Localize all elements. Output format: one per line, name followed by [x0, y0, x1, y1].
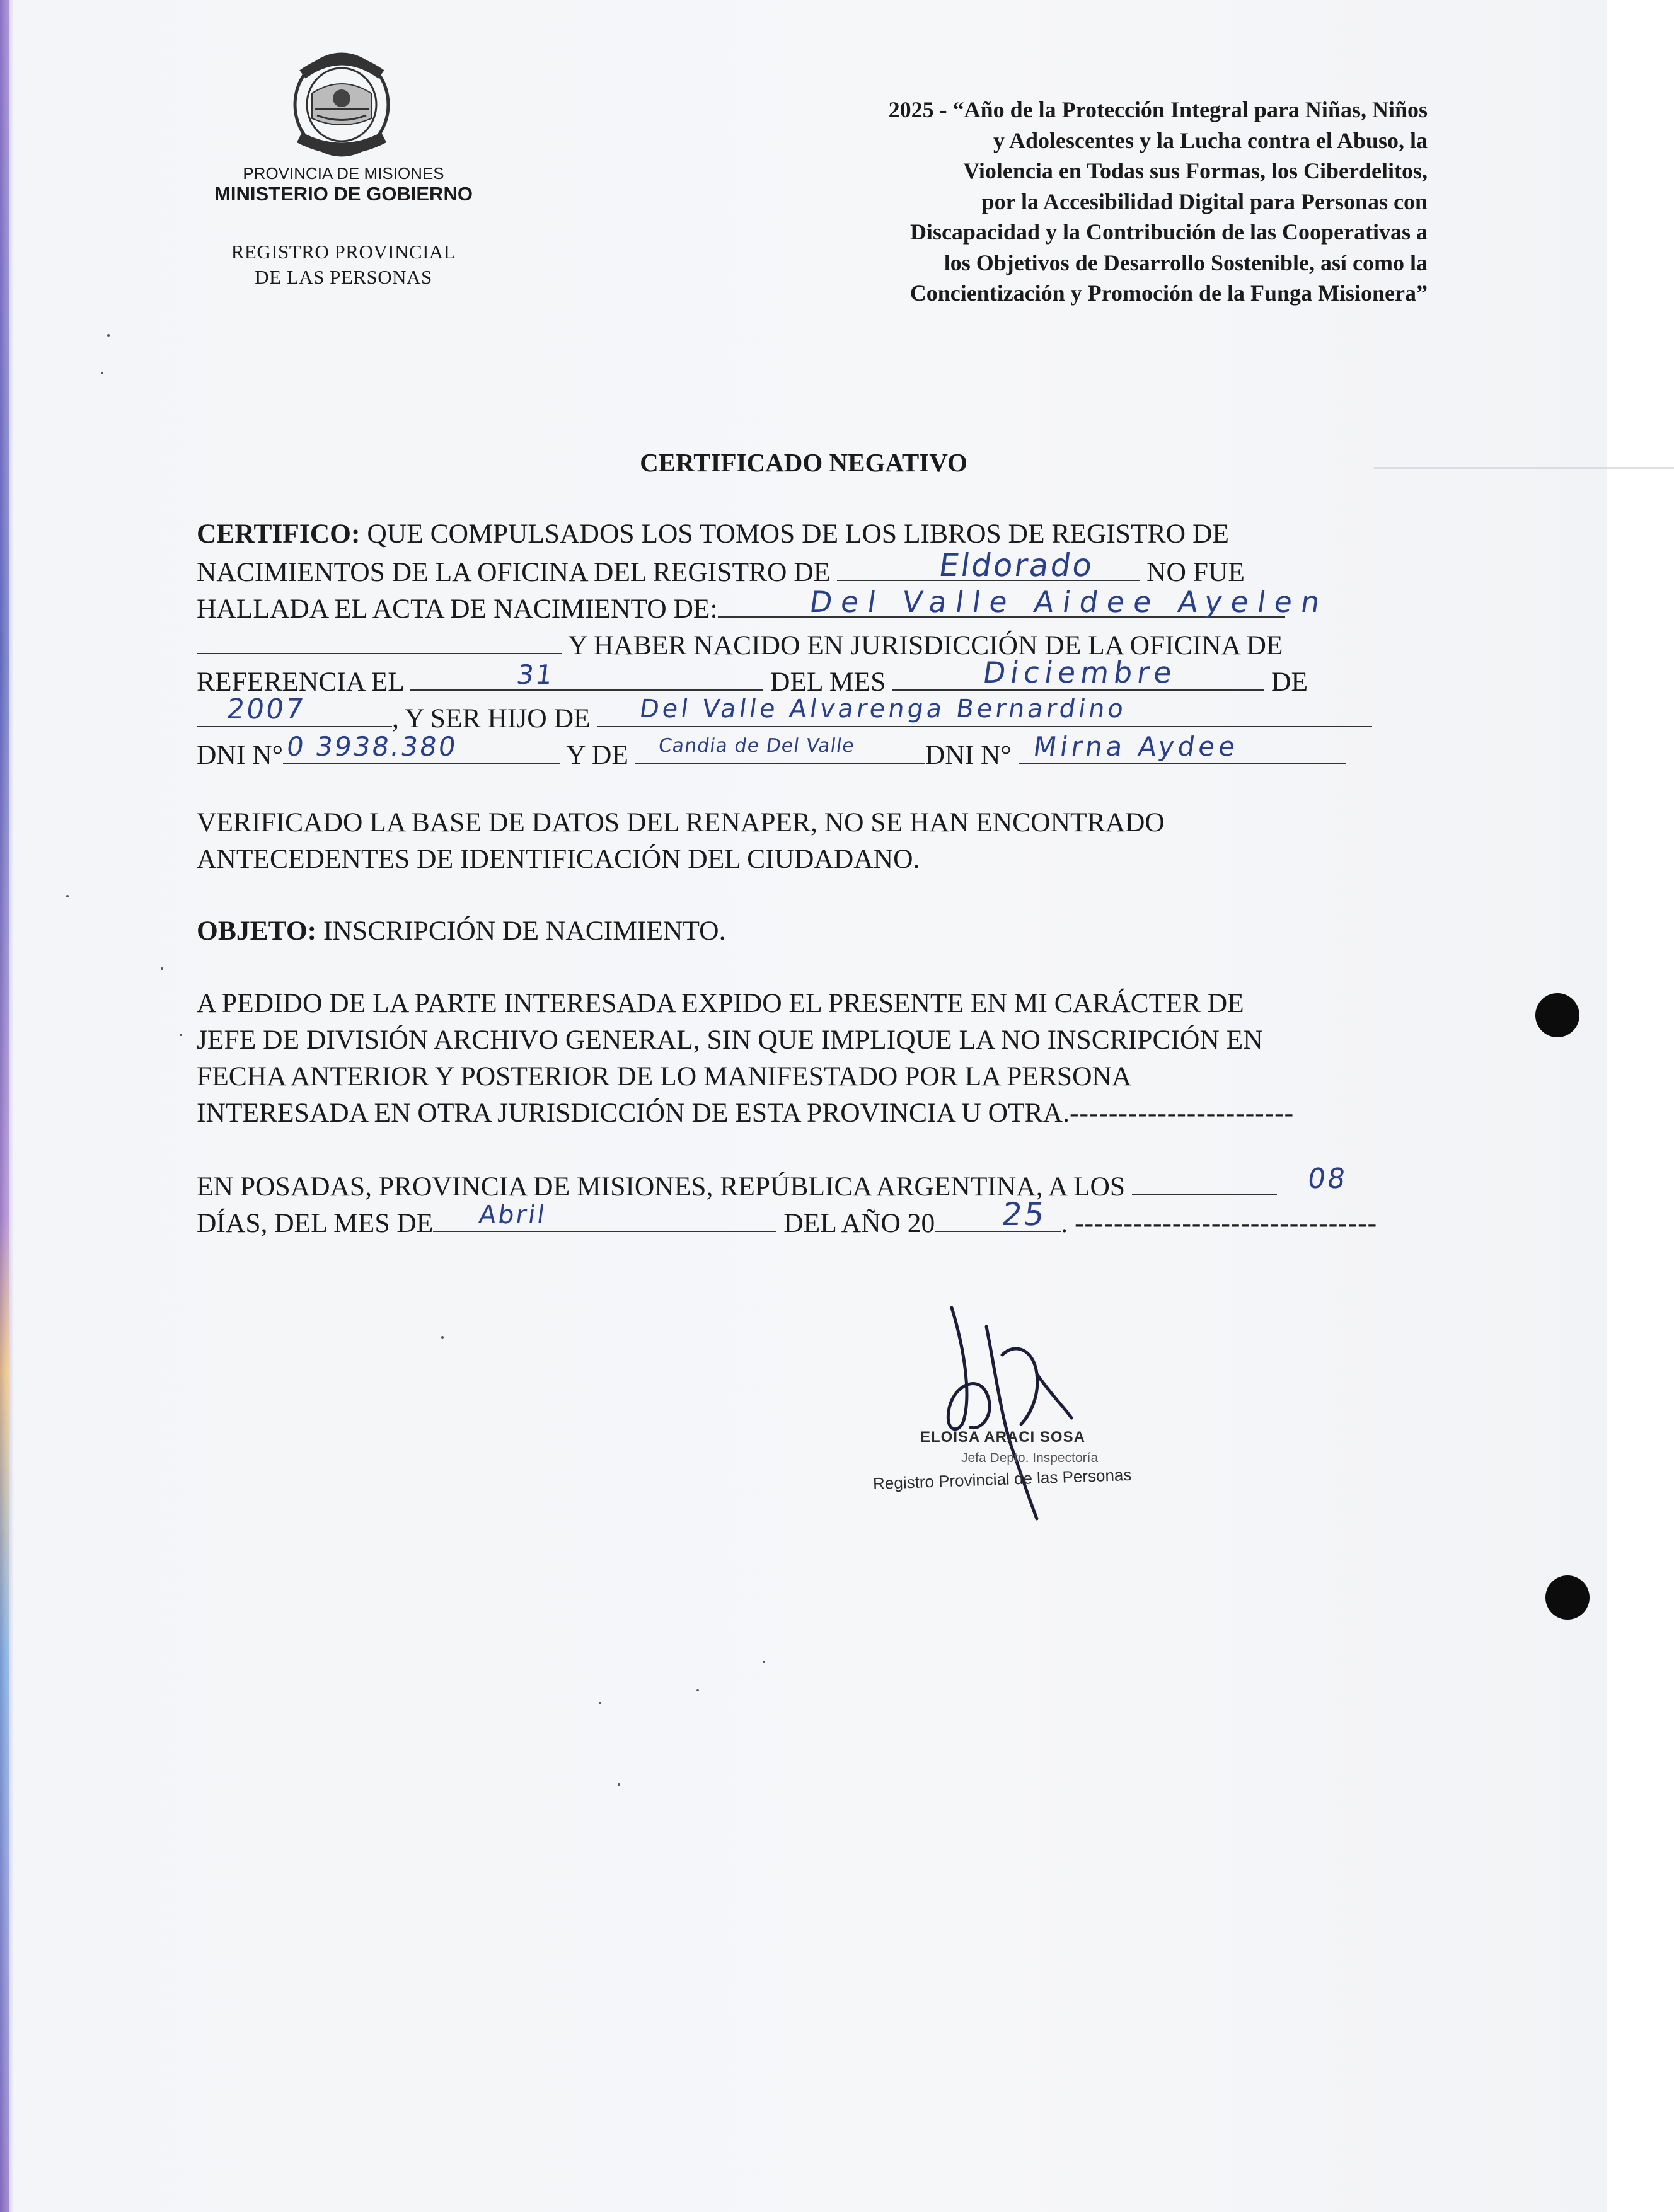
objeto-text: INSCRIPCIÓN DE NACIMIENTO.: [323, 916, 726, 946]
body-text: NO FUE: [1146, 557, 1245, 587]
body-text: .: [1061, 1208, 1068, 1238]
registry-label-2: DE LAS PERSONAS: [255, 266, 432, 288]
motto-line: Discapacidad y la Contribución de las Cooperativas a: [909, 219, 1428, 245]
motto-line: Violencia en Todas sus Formas, los Ciberdelitos,: [963, 158, 1428, 183]
pedido-line-4: [197, 1095, 1294, 1131]
pedido-line-1: A PEDIDO DE LA PARTE INTERESADA EXPIDO EL PRESENTE EN MI CARÁCTER DE: [197, 988, 1244, 1018]
dash-filler: -------------------------------: [1075, 1208, 1378, 1238]
stamp-office: Registro Provincial de las Personas: [872, 1465, 1132, 1494]
hw-anio-emision: 25: [999, 1196, 1049, 1233]
closing-line-1: [197, 1166, 1277, 1205]
registry-label-1: REGISTRO PROVINCIAL: [231, 241, 456, 263]
body-text: INTERESADA EN OTRA JURISDICCIÓN DE ESTA PROVINCIA U OTRA.: [197, 1098, 1070, 1128]
motto-line: por la Accesibilidad Digital para Personas con: [981, 188, 1428, 214]
scan-edge: [0, 0, 9, 2212]
hw-padre: Del Valle Alvarenga Bernardino: [637, 694, 1129, 723]
hw-padre-dni: 0 3938.380: [284, 731, 459, 762]
objeto-line: [197, 913, 725, 949]
body-text: Y HABER NACIDO EN JURISDICCIÓN DE LA OFICINA DE: [568, 630, 1283, 660]
province-label: PROVINCIA DE MISIONES: [243, 164, 444, 183]
hw-anio: 2007: [224, 693, 308, 725]
motto-block: [646, 95, 1428, 309]
motto-line: y Adolescentes y la Lucha contra el Abuso, la: [993, 127, 1428, 153]
body-text: DNI N°: [925, 740, 1012, 770]
dia-emision-field: [1132, 1166, 1277, 1195]
ministry-label: MINISTERIO DE GOBIERNO: [214, 183, 473, 205]
body-text: QUE COMPULSADOS LOS TOMOS DE LOS LIBROS DE REGISTRO DE: [367, 519, 1229, 549]
hw-dia: 31: [514, 659, 557, 690]
motto-line: 2025 - “Año de la Protección Integral para Niñas, Niños: [888, 97, 1428, 122]
pedido-line-2: JEFE DE DIVISIÓN ARCHIVO GENERAL, SIN QUE IMPLIQUE LA NO INSCRIPCIÓN EN: [197, 1025, 1263, 1055]
hw-nombre: Del Valle Aidee Ayelen: [807, 585, 1331, 619]
punch-hole: [1535, 993, 1579, 1037]
provincial-seal-icon: [287, 49, 397, 159]
body-text: HALLADA EL ACTA DE NACIMIENTO DE:: [197, 594, 718, 624]
body-text: DNI N°: [197, 740, 283, 770]
renaper-line-2: ANTECEDENTES DE IDENTIFICACIÓN DEL CIUDADANO.: [197, 844, 920, 874]
body-text: REFERENCIA EL: [197, 667, 404, 697]
body-text: DEL MES: [770, 667, 886, 697]
document-title: CERTIFICADO NEGATIVO: [640, 448, 967, 477]
hw-dia-emision: 08: [1305, 1163, 1349, 1195]
hw-madre-dni: Mirna Aydee: [1031, 731, 1241, 762]
hw-oficina: Eldorado: [936, 547, 1097, 584]
body-text: DE: [1271, 667, 1308, 697]
body-text: Y DE: [566, 740, 628, 770]
stamp-name: ELOISA ARACI SOSA: [920, 1429, 1085, 1446]
hw-madre: Candia de Del Valle: [657, 735, 857, 757]
closing-line-2: [197, 1203, 1377, 1241]
body-text: , Y SER HIJO DE: [392, 703, 591, 734]
motto-line: Concientización y Promoción de la Funga Misionera”: [909, 280, 1428, 306]
bleed-through: ────────────: [1374, 448, 1674, 487]
dia-field: [410, 662, 763, 691]
dash-filler: -----------------------: [1069, 1098, 1295, 1128]
nombre-field-cont: [197, 625, 562, 654]
objeto-label: OBJETO:: [197, 916, 317, 946]
hw-mes: Diciembre: [981, 655, 1179, 689]
certifico-label: CERTIFICO:: [197, 519, 361, 549]
punch-hole: [1545, 1575, 1590, 1620]
stamp-role: Jefa Depto. Inspectoría: [961, 1451, 1099, 1465]
body-text: EN POSADAS, PROVINCIA DE MISIONES, REPÚBLICA ARGENTINA, A LOS: [197, 1172, 1126, 1202]
hw-mes-emision: Abril: [476, 1201, 548, 1230]
motto-line: los Objetivos de Desarrollo Sostenible, así como la: [944, 250, 1428, 275]
body-text: DÍAS, DEL MES DE: [197, 1208, 434, 1238]
signature-icon: [926, 1298, 1134, 1538]
body-text: NACIMIENTOS DE LA OFICINA DEL REGISTRO DE: [197, 557, 831, 587]
body-text: DEL AÑO 20: [783, 1208, 935, 1238]
pedido-line-3: FECHA ANTERIOR Y POSTERIOR DE LO MANIFESTADO POR LA PERSONA: [197, 1061, 1132, 1092]
renaper-line-1: VERIFICADO LA BASE DE DATOS DEL RENAPER, NO SE HAN ENCONTRADO: [197, 807, 1165, 838]
